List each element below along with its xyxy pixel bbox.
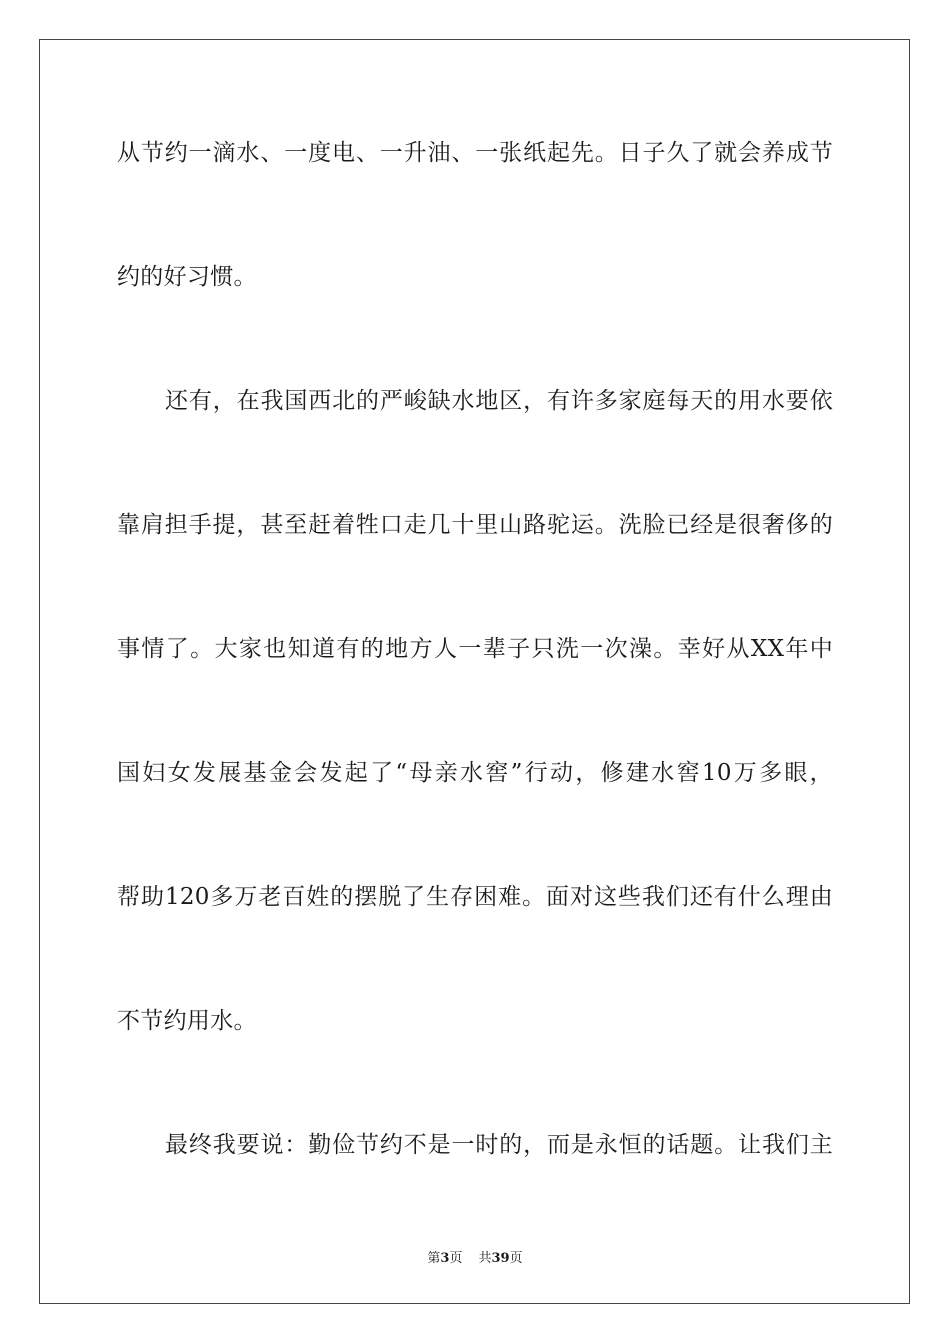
paragraph-line-7: 帮助120多万老百姓的摆脱了生存困难。面对这些我们还有什么理由	[117, 884, 833, 910]
paragraph-line-2: 约的好习惯。	[117, 264, 257, 290]
page-number: 3	[440, 1251, 450, 1266]
page-border	[39, 39, 910, 1304]
total-prefix: 共	[478, 1251, 492, 1266]
paragraph-line-6: 国妇女发展基金会发起了“母亲水窖”行动，修建水窖10万多眼，	[117, 760, 833, 786]
total-pages: 39	[491, 1251, 510, 1266]
paragraph-line-3: 还有，在我国西北的严峻缺水地区，有许多家庭每天的用水要依	[165, 388, 833, 414]
page-prefix: 第	[427, 1251, 441, 1266]
paragraph-line-9: 最终我要说：勤俭节约不是一时的，而是永恒的话题。让我们主	[165, 1132, 833, 1158]
page-suffix: 页	[449, 1251, 463, 1266]
total-suffix: 页	[509, 1251, 523, 1266]
paragraph-line-8: 不节约用水。	[117, 1008, 257, 1034]
page-footer	[0, 1247, 950, 1266]
paragraph-line-1: 从节约一滴水、一度电、一升油、一张纸起先。日子久了就会养成节	[117, 140, 833, 166]
paragraph-line-4: 靠肩担手提，甚至赶着牲口走几十里山路驼运。洗脸已经是很奢侈的	[117, 512, 833, 538]
paragraph-line-5: 事情了。大家也知道有的地方人一辈子只洗一次澡。幸好从XX年中	[117, 636, 833, 662]
